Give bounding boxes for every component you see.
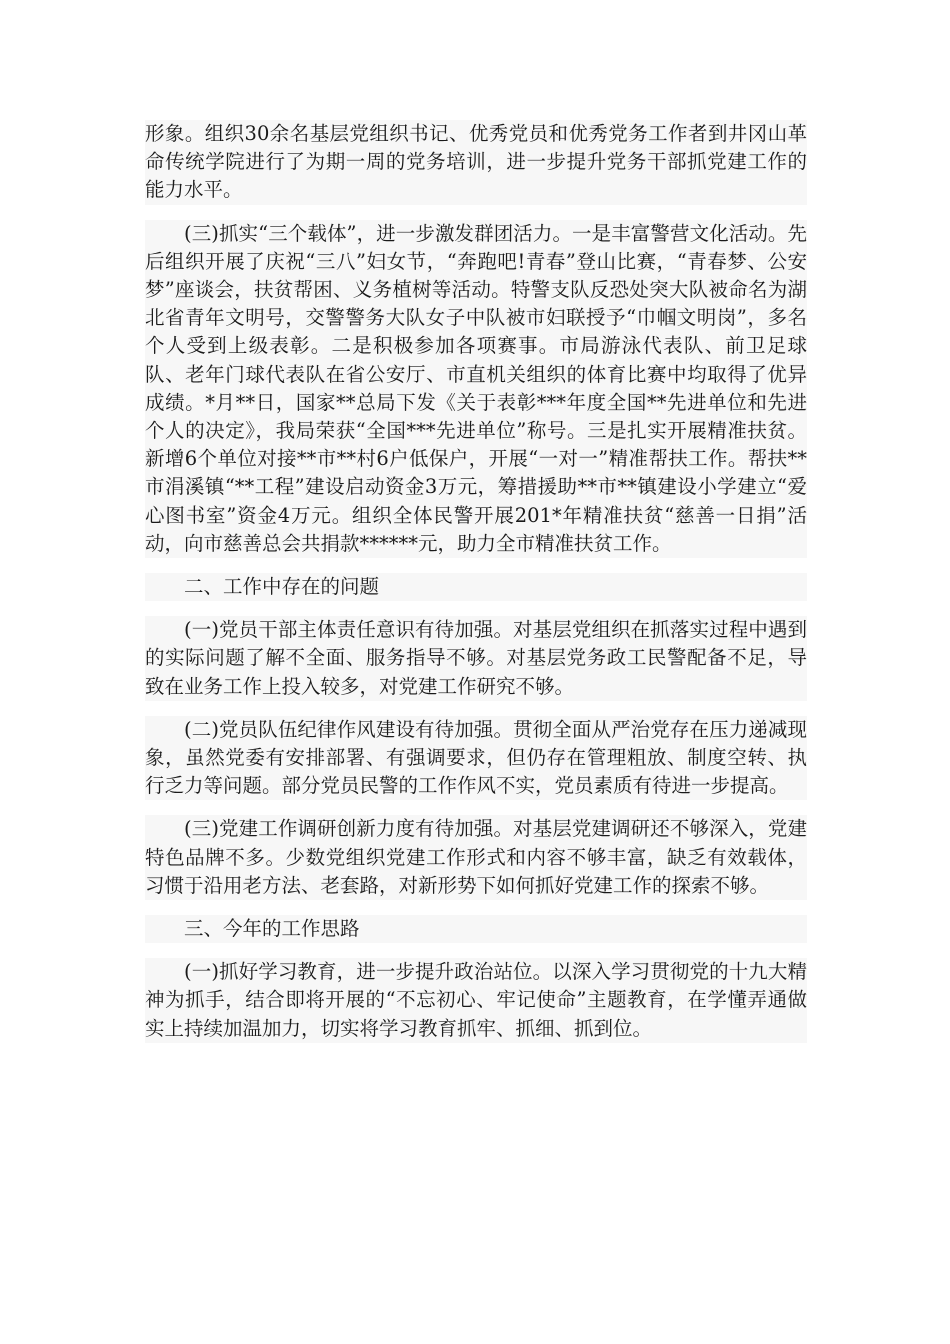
document-body xyxy=(145,120,807,1058)
paragraph-plan-study-education: (一)抓好学习教育，进一步提升政治站位。以深入学习贯彻党的十九大精神为抓手，结合即将开展的“不忘初心、牢记使命”主题教育，在学懂弄通做实上持续加温加力，切实将学习教育抓牢、抓细、抓到位。 xyxy=(145,958,807,1043)
paragraph-problem-research: (三)党建工作调研创新力度有待加强。对基层党建调研还不够深入，党建特色品牌不多。少数党组织党建工作形式和内容不够丰富，缺乏有效载体，习惯于沿用老方法、老套路，对新形势下如何抓好党建工作的探索不够。 xyxy=(145,815,807,900)
section-heading-problems: 二、工作中存在的问题 xyxy=(145,573,807,601)
paragraph-training-continuation: 形象。组织30余名基层党组织书记、优秀党员和优秀党务工作者到井冈山革命传统学院进行了为期一周的党务培训，进一步提升党务干部抓党建工作的能力水平。 xyxy=(145,120,807,205)
paragraph-three-carriers: (三)抓实“三个载体”，进一步激发群团活力。一是丰富警营文化活动。先后组织开展了庆祝“三八”妇女节，“奔跑吧!青春”登山比赛，“青春梦、公安梦”座谈会，扶贫帮困、义务植树等活动。特警支队反恐处突大队被命名为湖北省青年文明号，交警警务大队女子中队被市妇联授予“巾帼文明岗”，多名个人受到上级表彰。二是积极参加各项赛事。市局游泳代表队、前卫足球队、老年门球代表队在省公安厅、市直机关组织的体育比赛中均取得了优异成绩。*月**日，国家**总局下发《关于表彰***年度全国**先进单位和先进个人的决定》，我局荣获“全国***先进单位”称号。三是扎实开展精准扶贫。新增6个单位对接**市**村6户低保户，开展“一对一”精准帮扶工作。帮扶**市涓溪镇“**工程”建设启动资金3万元，筹措援助**市**镇建设小学建立“爱心图书室”资金4万元。组织全体民警开展201*年精准扶贫“慈善一日捐”活动，向市慈善总会共捐款******元，助力全市精准扶贫工作。 xyxy=(145,220,807,558)
paragraph-problem-responsibility: (一)党员干部主体责任意识有待加强。对基层党组织在抓落实过程中遇到的实际问题了解不全面、服务指导不够。对基层党务政工民警配备不足，导致在业务工作上投入较多，对党建工作研究不够。 xyxy=(145,616,807,701)
section-heading-work-plan: 三、今年的工作思路 xyxy=(145,915,807,943)
paragraph-problem-discipline: (二)党员队伍纪律作风建设有待加强。贯彻全面从严治党存在压力递减现象，虽然党委有安排部署、有强调要求，但仍存在管理粗放、制度空转、执行乏力等问题。部分党员民警的工作作风不实，党员素质有待进一步提高。 xyxy=(145,716,807,801)
